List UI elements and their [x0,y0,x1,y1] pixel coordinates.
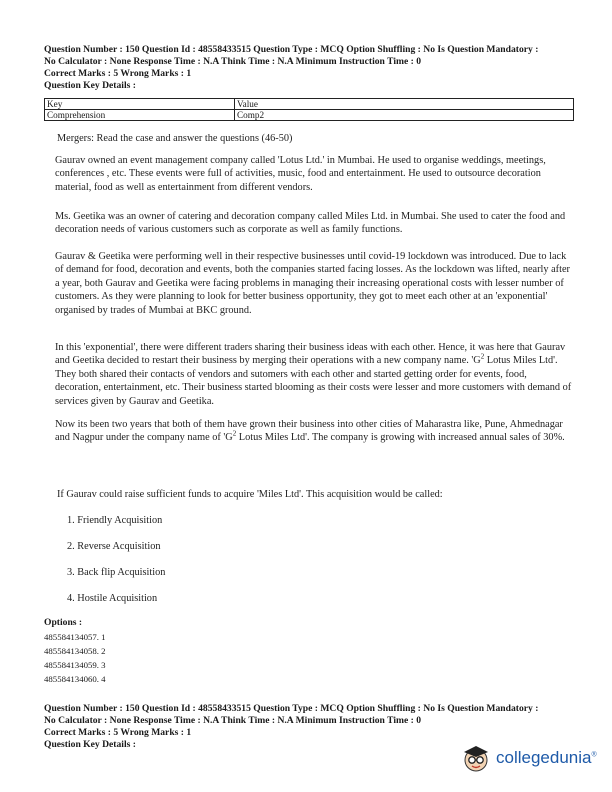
next-header-line-1: Question Number : 150 Question Id : 48558433515 Question Type : MCQ Option Shuffling : No Is Question Mandatory : [44,703,539,714]
table-header-row [45,99,574,110]
logo-wordmark: collegedunia [496,748,592,767]
case-title: Mergers: Read the case and answer the questions (46-50) [57,133,293,144]
question-text: If Gaurav could raise sufficient funds to acquire 'Miles Ltd'. This acquisition would be called: [57,489,443,500]
case-paragraph-1: Gaurav owned an event management company called 'Lotus Ltd.' in Mumbai. He used to organise weddings, meetings, conferences , etc. These events were full of activities, music, food and entertainment. He used to outsource decoration material, food as well as entertainment from different vendors. [55,155,546,193]
option-code-3: 485584134059. 3 [44,660,106,670]
options-block [44,616,106,686]
table-header-key: Key [45,99,235,110]
case-paragraph-2: Ms. Geetika was an owner of catering and decoration company called Miles Ltd. in Mumbai. She used to cater the food and decoration needs of various customers such as corporate as well as family functions. [55,211,566,236]
table-cell-value: Comp2 [235,110,574,121]
logo-text [496,748,597,768]
case-paragraph-5 [55,418,575,445]
p4-superscript: 2 [480,352,485,361]
header-line-1: Question Number : 150 Question Id : 48558433515 Question Type : MCQ Option Shuffling : No Is Question Mandatory : [44,44,539,55]
question-header [44,44,538,92]
options-label: Options : [44,617,83,628]
next-header-line-3: Correct Marks : 5 Wrong Marks : 1 [44,727,192,738]
mascot-icon [460,742,492,774]
header-line-2: No Calculator : None Response Time : N.A Think Time : N.A Minimum Instruction Time : 0 [44,56,422,67]
option-2[interactable]: 2. Reverse Acquisition [67,541,161,552]
option-4[interactable]: 4. Hostile Acquisition [67,593,158,604]
p4-text-a: In this 'exponential', there were different traders sharing their business ideas with each other. Hence, it was here that Gaurav and Geetika decided to restart their business by merging their operations with a new company name. 'G [55,342,566,367]
p5-text-b: Lotus Miles Ltd'. The company is growing with increased annual sales of 30%. [236,432,565,444]
collegedunia-logo [460,742,597,774]
option-code-1: 485584134057. 1 [44,632,106,642]
p5-text-a: Now its been two years that both of them have grown their business into other cities of Maharastra like, Pune, Ahmednagar and Nagpur under the company name of 'G [55,419,563,444]
header-line-3: Correct Marks : 5 Wrong Marks : 1 [44,68,192,79]
key-details-table [44,98,574,121]
next-header-line-2: No Calculator : None Response Time : N.A Think Time : N.A Minimum Instruction Time : 0 [44,715,422,726]
option-code-2: 485584134058. 2 [44,646,106,656]
table-cell-key: Comprehension [45,110,235,121]
option-1[interactable]: 1. Friendly Acquisition [67,515,163,526]
p5-superscript: 2 [232,429,237,438]
p4-text-b: Lotus Miles Ltd'. They both shared their contacts of vendors and sutomers with each other and started getting order for events, food, decoration, entertainment, etc. Their business started blooming as their costs were lesser and more customers with demand of services given by Gaurav and Geetika. [55,355,572,407]
table-header-value: Value [235,99,574,110]
case-paragraph-4 [55,341,575,408]
logo-trademark: ® [591,751,597,759]
case-paragraph-3: Gaurav & Geetika were performing well in their respective businesses until covid-19 lockdown was introduced. Due to lack of demand for food, decoration and events, both the companies started facing losses. As the lockdown was lifted, nearly after a year, both Gaurav and Geetika were facing problems in managing their increasing operational costs with lesser number of customers. As they were planning to look for better business opportunity, they got to meet each other at an 'exponential' organised by trades of Mumbai at BKC ground. [55,251,570,316]
header-line-4: Question Key Details : [44,80,136,91]
option-code-4: 485584134060. 4 [44,674,106,684]
next-header-line-4: Question Key Details : [44,739,136,750]
option-3[interactable]: 3. Back flip Acquisition [67,567,166,578]
table-row [45,110,574,121]
